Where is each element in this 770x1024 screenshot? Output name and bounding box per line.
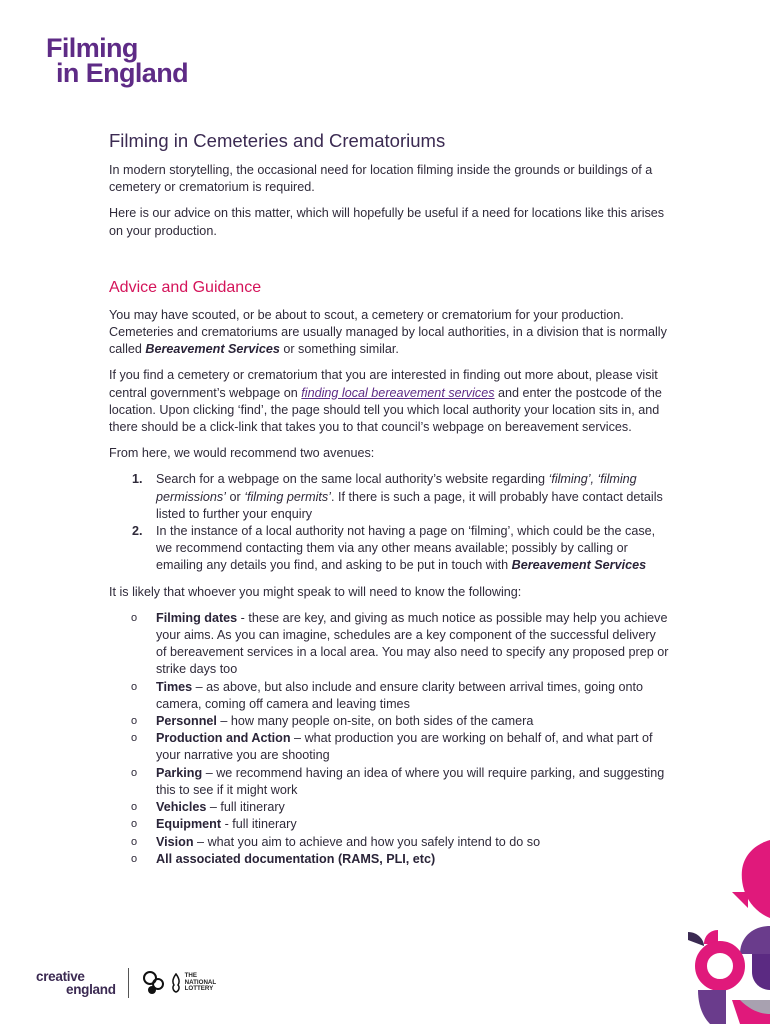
creative-england-line-1: creative xyxy=(36,969,85,984)
bullet-icon: o xyxy=(131,801,138,814)
decorative-brand-shapes xyxy=(680,840,770,1024)
requirements-list xyxy=(109,610,669,868)
list-item xyxy=(109,765,669,799)
creative-england-line-2: england xyxy=(66,982,116,997)
paragraph-avenues-intro: From here, we would recommend two avenues: xyxy=(109,446,375,461)
logo-line-1: Filming xyxy=(46,33,138,63)
list-item xyxy=(109,471,669,523)
list-item xyxy=(109,816,669,833)
p2-tail: and enter the postcode of the location. Upon clicking ‘find’, the page should tell you which local authority your location sits in, and there should be a click-link that takes you to that council’s webpage on bereavement services. xyxy=(109,385,662,435)
list-item xyxy=(109,834,669,851)
paragraph-find xyxy=(109,367,669,436)
item-label: Vision xyxy=(156,834,194,849)
filming-in-england-logo xyxy=(46,33,188,88)
item-label: All associated documentation (RAMS, PLI, etc) xyxy=(156,851,436,866)
page-title: Filming in Cemeteries and Crematoriums xyxy=(109,130,446,151)
bullet-icon: o xyxy=(131,680,138,693)
bullet-icon: o xyxy=(131,766,138,779)
national-lottery-logo xyxy=(170,973,217,993)
document-body xyxy=(109,130,669,868)
p1-tail: or something similar. xyxy=(279,342,399,357)
lottery-text xyxy=(185,973,217,993)
paragraph-requirements-intro: It is likely that whoever you might speak to will need to know the following: xyxy=(109,584,522,599)
item-text: – as above, but also include and ensure clarity between arrival times, going onto camera, coming off camera and leaving times xyxy=(156,679,644,711)
intro-paragraph-1: In modern storytelling, the occasional need for location filming inside the grounds or buildings of a cemetery or crematorium is required. xyxy=(109,163,653,195)
item-text: – we recommend having an idea of where you will require parking, and suggesting this to see if it might work xyxy=(156,765,665,797)
bullet-icon: o xyxy=(131,715,138,728)
item-text: Search for a webpage on the same local authority’s website regarding xyxy=(156,472,549,487)
item-italic: ‘filming’, ‘filming permissions’ xyxy=(156,472,637,504)
item-label: Vehicles xyxy=(156,800,207,815)
p2-text: If you find a cemetery or crematorium that you are interested in finding out more about, please visit central government’s webpage on xyxy=(109,368,658,400)
lottery-line-2: NATIONAL xyxy=(184,978,217,986)
item-text: – what production you are working on behalf of, and what part of your narrative you are shooting xyxy=(156,731,653,763)
lottery-hand-icon xyxy=(170,973,182,993)
item-label: Filming dates xyxy=(156,610,238,625)
paragraph-management xyxy=(109,307,669,359)
finding-services-link[interactable]: finding local bereavement services xyxy=(301,385,495,400)
item-text: or xyxy=(226,489,245,504)
bfi-logo-icon xyxy=(142,970,168,996)
item-number: 2. xyxy=(132,524,143,539)
item-label: Parking xyxy=(156,765,203,780)
list-item xyxy=(109,713,669,730)
list-item xyxy=(109,679,669,713)
item-text: – full itinerary xyxy=(206,800,285,815)
item-label: Equipment xyxy=(156,817,222,832)
bullet-icon: o xyxy=(131,852,138,865)
list-item xyxy=(109,610,669,679)
creative-england-logo xyxy=(36,970,116,996)
avenues-list xyxy=(109,471,669,574)
item-bold-italic: Bereavement Services xyxy=(511,558,647,573)
bullet-icon: o xyxy=(131,818,138,831)
item-text: – what you aim to achieve and how you safely intend to do so xyxy=(193,834,541,849)
item-label: Times xyxy=(156,679,193,694)
bullet-icon: o xyxy=(131,835,138,848)
footer-logos xyxy=(36,966,216,1000)
bullet-icon: o xyxy=(131,611,138,624)
item-text: - full itinerary xyxy=(221,817,297,832)
list-item xyxy=(109,730,669,764)
bullet-icon: o xyxy=(131,732,138,745)
p1-bold: Bereavement Services xyxy=(145,342,280,357)
item-italic: ‘filming permits’ xyxy=(244,489,331,504)
item-text: - these are key, and giving as much notice as possible may help you achieve your aims. As you can imagine, schedules are a key component of the successful delivery of bereavement services in a local area. You may also need to specify any proposed prep or strike days too xyxy=(156,610,669,677)
list-item xyxy=(109,799,669,816)
p1-text: You may have scouted, or be about to scout, a cemetery or crematorium for your production. Cemeteries and crematoriums are usually managed by local authorities, in a division that is normally called xyxy=(109,307,667,357)
logo-divider xyxy=(128,968,129,998)
item-label: Production and Action xyxy=(156,731,291,746)
item-text: In the instance of a local authority not having a page on ‘filming’, which could be the case, we recommend contacting them via any other means available; possibly by calling or emailing any details you find, and asking to be put in touch with xyxy=(156,524,656,573)
item-label: Personnel xyxy=(156,714,217,729)
item-text: . If there is such a page, it will probably have contact details listed to further your enquiry xyxy=(156,489,663,521)
list-item xyxy=(109,851,669,868)
item-number: 1. xyxy=(132,472,143,487)
section-heading: Advice and Guidance xyxy=(109,278,262,296)
lottery-line-1: THE xyxy=(184,972,198,980)
logo-line-2: in England xyxy=(56,58,188,88)
item-text: – how many people on-site, on both sides of the camera xyxy=(216,714,534,729)
lottery-line-3: LOTTERY xyxy=(184,985,214,993)
intro-paragraph-2: Here is our advice on this matter, which will hopefully be useful if a need for locations like this arises on your production. xyxy=(109,206,665,238)
list-item xyxy=(109,523,669,575)
